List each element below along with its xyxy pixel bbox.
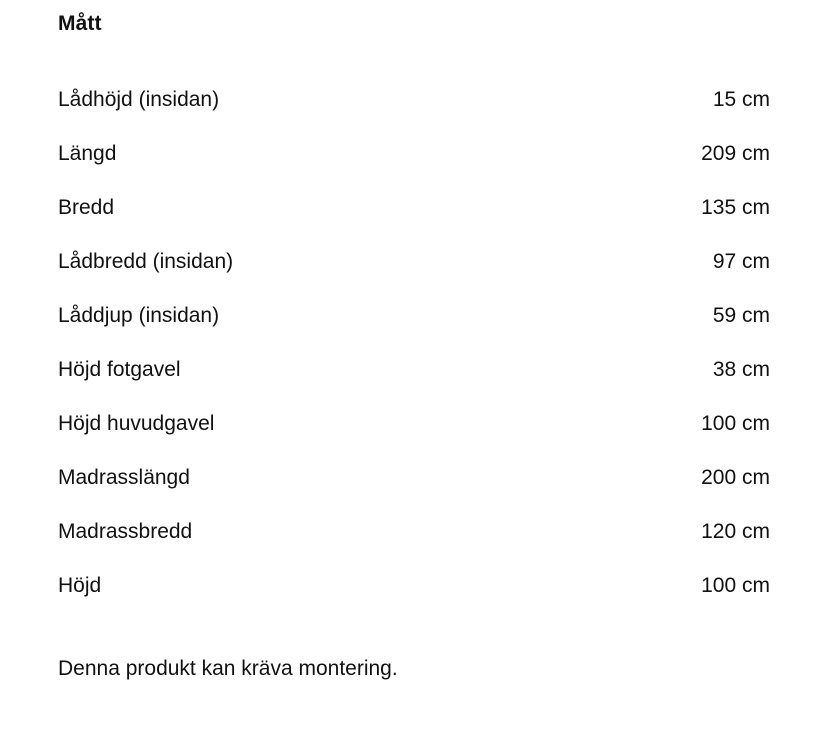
- measurement-label: Lådbredd (insidan): [58, 250, 234, 273]
- measurement-label: Höjd fotgavel: [58, 358, 181, 381]
- table-row: [58, 519, 770, 573]
- page-title: Mått: [58, 12, 102, 35]
- measurement-value: 38 cm: [712, 358, 770, 381]
- measurement-value: 100 cm: [701, 412, 770, 435]
- table-row: [58, 249, 770, 303]
- table-row: [58, 87, 770, 141]
- table-row: [58, 141, 770, 195]
- measurement-value: 97 cm: [712, 250, 770, 273]
- measurement-label: Höjd huvudgavel: [58, 412, 215, 435]
- measurement-value: 100 cm: [701, 574, 770, 597]
- measurement-value: 135 cm: [701, 196, 770, 219]
- measurement-label: Låddjup (insidan): [58, 304, 220, 327]
- assembly-note: Denna produkt kan kräva montering.: [58, 657, 398, 680]
- measurement-label: Höjd: [58, 574, 102, 597]
- measurement-label: Längd: [58, 142, 117, 165]
- table-row: [58, 195, 770, 249]
- measurement-value: 200 cm: [701, 466, 770, 489]
- table-row: [58, 465, 770, 519]
- measurement-label: Lådhöjd (insidan): [58, 88, 220, 111]
- table-row: [58, 411, 770, 465]
- measurements-table: [58, 87, 770, 627]
- measurement-label: Madrassbredd: [58, 520, 193, 543]
- table-row: [58, 357, 770, 411]
- measurement-value: 59 cm: [712, 304, 770, 327]
- measurement-label: Bredd: [58, 196, 115, 219]
- measurement-value: 15 cm: [712, 88, 770, 111]
- measurement-value: 209 cm: [701, 142, 770, 165]
- measurement-label: Madrasslängd: [58, 466, 190, 489]
- table-row: [58, 303, 770, 357]
- measurement-value: 120 cm: [701, 520, 770, 543]
- table-row: [58, 573, 770, 627]
